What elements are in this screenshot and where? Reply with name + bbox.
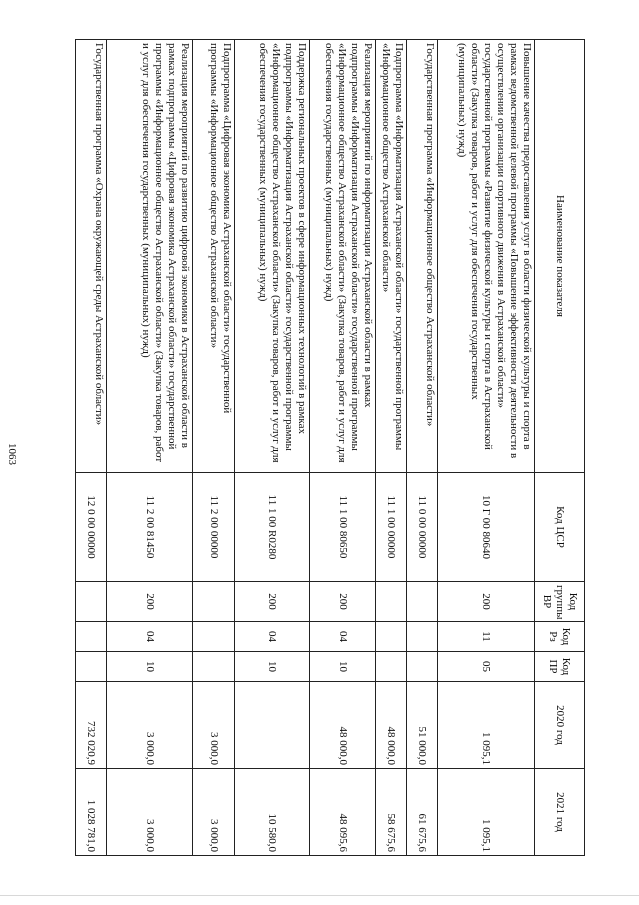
scan-edge-line [0, 895, 639, 896]
row-csr: 11 1 00 R0280 [235, 473, 310, 582]
table-row [407, 40, 438, 856]
page-number: 1063 [6, 443, 18, 465]
row-pr [376, 652, 407, 682]
row-name: Реализация мероприятий по развитию цифровой экономики в Астраханской области в рамках подпрограммы «Цифровая экономика Астраханской области» государственной программы «Информационное общество Астраханской области» (Закупка товаров, работ и услуг для обеспечения государственных (муниципальных) нужд) [107, 40, 193, 473]
header-pr: Код ПР [535, 652, 585, 682]
row-pr: 10 [310, 652, 376, 682]
row-name: Поддержка региональных проектов в сфере информационных технологий в рамках подпрограммы «Информатизация Астраханской области» государственной программы «Информационное общество Астраханской области» (Закупка товаров, работ и услуг для обеспечения государственных (муниципальных) нужд) [235, 40, 310, 473]
table-row [193, 40, 235, 856]
row-rz [193, 622, 235, 652]
row-name: Государственная программа «Информационное общество Астраханской области» [407, 40, 438, 473]
row-csr: 11 2 00 00000 [193, 473, 235, 582]
rotated-table-container [85, 39, 585, 855]
row-2020 [235, 682, 310, 769]
row-2021: 3 000,0 [193, 769, 235, 856]
row-vr [376, 582, 407, 622]
row-rz: 04 [235, 622, 310, 652]
row-rz: 11 [438, 622, 535, 652]
row-vr: 200 [107, 582, 193, 622]
header-vr: Код группы ВР [535, 582, 585, 622]
row-vr: 200 [235, 582, 310, 622]
row-rz: 04 [107, 622, 193, 652]
header-name: Наименование показателя [535, 40, 585, 473]
row-name: Повышение качества предоставления услуг в области физической культуры и спорта в рамках ведомственной целевой программы «Повышение эффективности деятельности в осуществлении организации спортивного движения в Астраханской области» государственной программы «Развитие физической культуры и спорта в Астраханской области» (Закупка товаров, работ и услуг для обеспечения государственных (муниципальных) нужд) [438, 40, 535, 473]
row-pr: 05 [438, 652, 535, 682]
table-row [310, 40, 376, 856]
row-csr: 11 0 00 00000 [407, 473, 438, 582]
row-2020: 3 000,0 [107, 682, 193, 769]
table-row [376, 40, 407, 856]
row-pr [76, 652, 107, 682]
table-row [235, 40, 310, 856]
header-2021: 2021 год [535, 769, 585, 856]
row-vr: 200 [310, 582, 376, 622]
row-vr [76, 582, 107, 622]
header-2020: 2020 год [535, 682, 585, 769]
row-pr [407, 652, 438, 682]
header-rz: Код Рз [535, 622, 585, 652]
row-name: Подпрограмма «Цифровая экономика Астраханской области» государственной программы «Информационное общество Астраханской области» [193, 40, 235, 473]
row-2021: 10 580,0 [235, 769, 310, 856]
row-csr: 12 0 00 00000 [76, 473, 107, 582]
row-rz [376, 622, 407, 652]
row-vr: 200 [438, 582, 535, 622]
row-rz: 04 [310, 622, 376, 652]
row-rz [76, 622, 107, 652]
row-name: Государственная программа «Охрана окружающей среды Астраханской области» [76, 40, 107, 473]
row-pr [193, 652, 235, 682]
row-2020: 48 000,0 [376, 682, 407, 769]
row-rz [407, 622, 438, 652]
row-vr [407, 582, 438, 622]
table-header-row [535, 40, 585, 856]
row-2021: 3 000,0 [107, 769, 193, 856]
row-2020: 1 095,1 [438, 682, 535, 769]
budget-table [75, 39, 585, 856]
row-2021: 1 095,1 [438, 769, 535, 856]
row-csr: 11 1 00 80650 [310, 473, 376, 582]
table-row [76, 40, 107, 856]
row-2020: 48 000,0 [310, 682, 376, 769]
row-2020: 3 000,0 [193, 682, 235, 769]
row-vr [193, 582, 235, 622]
row-2020: 732 020,9 [76, 682, 107, 769]
row-2020: 51 000,0 [407, 682, 438, 769]
row-name: Реализация мероприятий по информатизации Астраханской области в рамках подпрограммы «Информатизация Астраханской области» государственной программы «Информационное общество Астраханской области» (Закупка товаров, работ и услуг для обеспечения государственных (муниципальных) нужд) [310, 40, 376, 473]
row-csr: 11 2 00 81450 [107, 473, 193, 582]
row-csr: 10 Г 00 80640 [438, 473, 535, 582]
row-2021: 1 028 781,0 [76, 769, 107, 856]
row-pr: 10 [235, 652, 310, 682]
table-row [438, 40, 535, 856]
row-pr: 10 [107, 652, 193, 682]
row-2021: 61 675,6 [407, 769, 438, 856]
row-2021: 48 095,6 [310, 769, 376, 856]
table-row [107, 40, 193, 856]
row-name: Подпрограмма «Информатизация Астраханской области» государственной программы «Информационное общество Астраханской области» [376, 40, 407, 473]
row-csr: 11 1 00 00000 [376, 473, 407, 582]
header-csr: Код ЦСР [535, 473, 585, 582]
row-2021: 58 675,6 [376, 769, 407, 856]
